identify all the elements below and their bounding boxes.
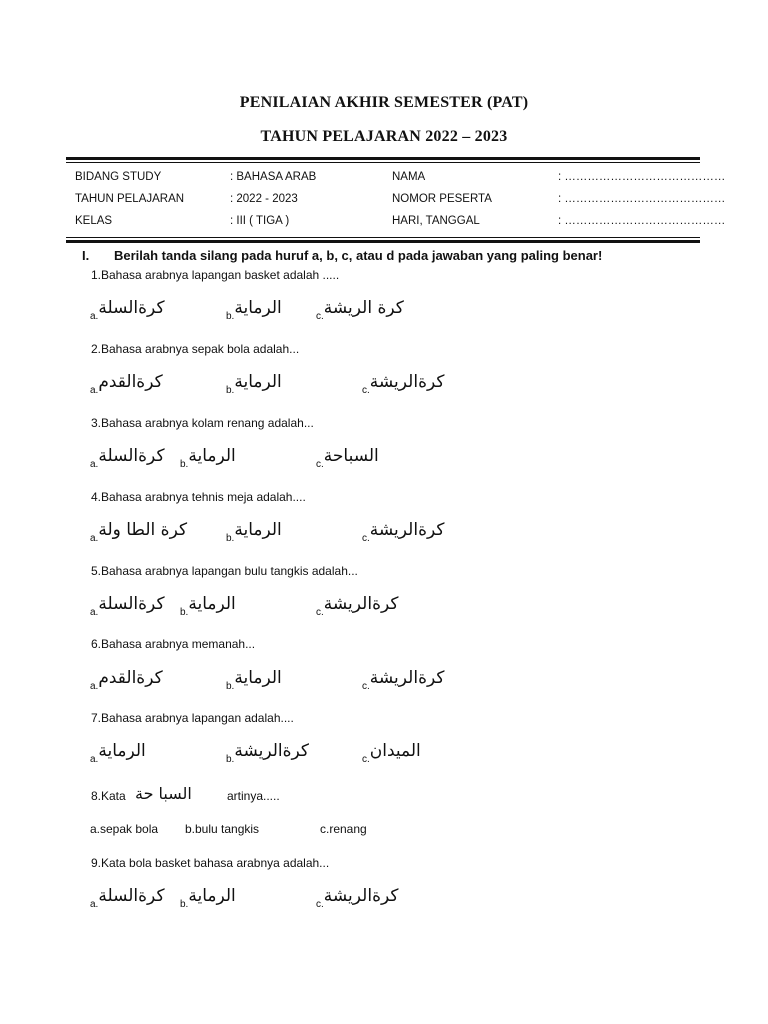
subject-label: BIDANG STUDY <box>75 171 162 183</box>
q2-option-a: $_{a.}$كرةالقدم <box>90 372 163 396</box>
header-bottom-rule-thick <box>66 240 700 243</box>
q9-option-c: $_{c.}$كرةالريشة <box>316 886 399 910</box>
q8-option-a: a.sepak bola <box>90 822 159 836</box>
question-7: 7.Bahasa arabnya lapangan adalah.... <box>91 711 294 725</box>
q2-option-b: $_{b.}$الرماية <box>226 372 282 396</box>
name-blank: : …………………………………… <box>558 171 726 183</box>
name-label: NAMA <box>392 171 426 183</box>
question-2-options <box>0 372 768 398</box>
info-row-subject <box>75 171 726 193</box>
date-blank: : …………………………………… <box>558 215 726 227</box>
q4-option-b: $_{b.}$الرماية <box>226 520 282 544</box>
info-row-year <box>75 193 726 215</box>
participant-number-label: NOMOR PESERTA <box>392 193 492 205</box>
exam-title: PENILAIAN AKHIR SEMESTER (PAT) <box>239 94 529 111</box>
q5-option-c: $_{c.}$كرةالريشة <box>316 594 399 618</box>
q6-option-b: $_{b.}$الرماية <box>226 668 282 692</box>
year-value: : 2022 - 2023 <box>230 193 298 205</box>
q4-option-c: $_{c.}$كرةالريشة <box>362 520 445 544</box>
q6-option-c: $_{c.}$كرةالريشة <box>362 668 445 692</box>
question-1-options <box>0 298 768 324</box>
date-label: HARI, TANGGAL <box>392 215 480 227</box>
q2-option-c: $_{c.}$كرةالريشة <box>362 372 445 396</box>
class-label: KELAS <box>75 215 113 227</box>
question-3-options <box>0 446 768 472</box>
question-6-options <box>0 668 768 694</box>
q1-option-b: $_{b.}$الرماية <box>226 298 282 322</box>
q3-option-a: $_{a.}$كرةالسلة <box>90 446 165 470</box>
question-5: 5.Bahasa arabnya lapangan bulu tangkis adalah... <box>91 564 358 578</box>
participant-number-blank: : …………………………………… <box>558 193 726 205</box>
header-bottom-rule-thin <box>66 237 700 238</box>
q8-arabic-word: السبا حة <box>135 784 192 803</box>
question-1: 1.Bahasa arabnya lapangan basket adalah ..... <box>91 268 340 282</box>
q4-option-a: $_{a.}$كرة الطا ولة <box>90 520 188 544</box>
q7-option-b: $_{b.}$كرةالريشة <box>226 741 310 765</box>
year-label: TAHUN PELAJARAN <box>75 193 185 205</box>
q3-option-c: $_{c.}$السباحة <box>316 446 379 470</box>
header-top-rule-thin <box>66 162 700 163</box>
question-4: 4.Bahasa arabnya tehnis meja adalah.... <box>91 490 306 504</box>
q3-option-b: $_{b.}$الرماية <box>180 446 236 470</box>
subject-value: : BAHASA ARAB <box>230 171 317 183</box>
question-9: 9.Kata bola basket bahasa arabnya adalah... <box>91 856 330 870</box>
q8-artinya: artinya..... <box>227 789 280 803</box>
question-4-options <box>0 520 768 546</box>
q1-option-a: $_{a.}$كرةالسلة <box>90 298 165 322</box>
section-instruction <box>82 248 602 263</box>
q8-kata: 8.Kata <box>91 789 126 803</box>
header-top-rule-thick <box>66 157 700 160</box>
q9-option-a: $_{a.}$كرةالسلة <box>90 886 165 910</box>
question-2: 2.Bahasa arabnya sepak bola adalah... <box>91 342 300 356</box>
student-info-table <box>75 171 726 237</box>
school-year-title: TAHUN PELAJARAN 2022 – 2023 <box>260 128 508 145</box>
q1-option-c: $_{c.}$كرة الريشة <box>316 298 404 322</box>
question-6: 6.Bahasa arabnya memanah... <box>91 637 256 651</box>
instruction-text: Berilah tanda silang pada huruf a, b, c, atau d pada jawaban yang paling benar! <box>114 248 603 263</box>
section-number: I. <box>82 248 90 263</box>
question-7-options <box>0 741 768 767</box>
q7-option-a: $_{a.}$الرماية <box>90 741 146 765</box>
q5-option-a: $_{a.}$كرةالسلة <box>90 594 165 618</box>
q5-option-b: $_{b.}$الرماية <box>180 594 236 618</box>
question-3: 3.Bahasa arabnya kolam renang adalah... <box>91 416 314 430</box>
q8-option-c: c.renang <box>320 822 367 836</box>
class-value: : III ( TIGA ) <box>230 215 290 227</box>
q7-option-c: $_{c.}$الميدان <box>362 741 421 765</box>
question-5-options <box>0 594 768 620</box>
q8-option-b: b.bulu tangkis <box>185 822 260 836</box>
info-row-class <box>75 215 726 237</box>
q6-option-a: $_{a.}$كرةالقدم <box>90 668 163 692</box>
q9-option-b: $_{b.}$الرماية <box>180 886 236 910</box>
question-9-options <box>0 886 768 912</box>
